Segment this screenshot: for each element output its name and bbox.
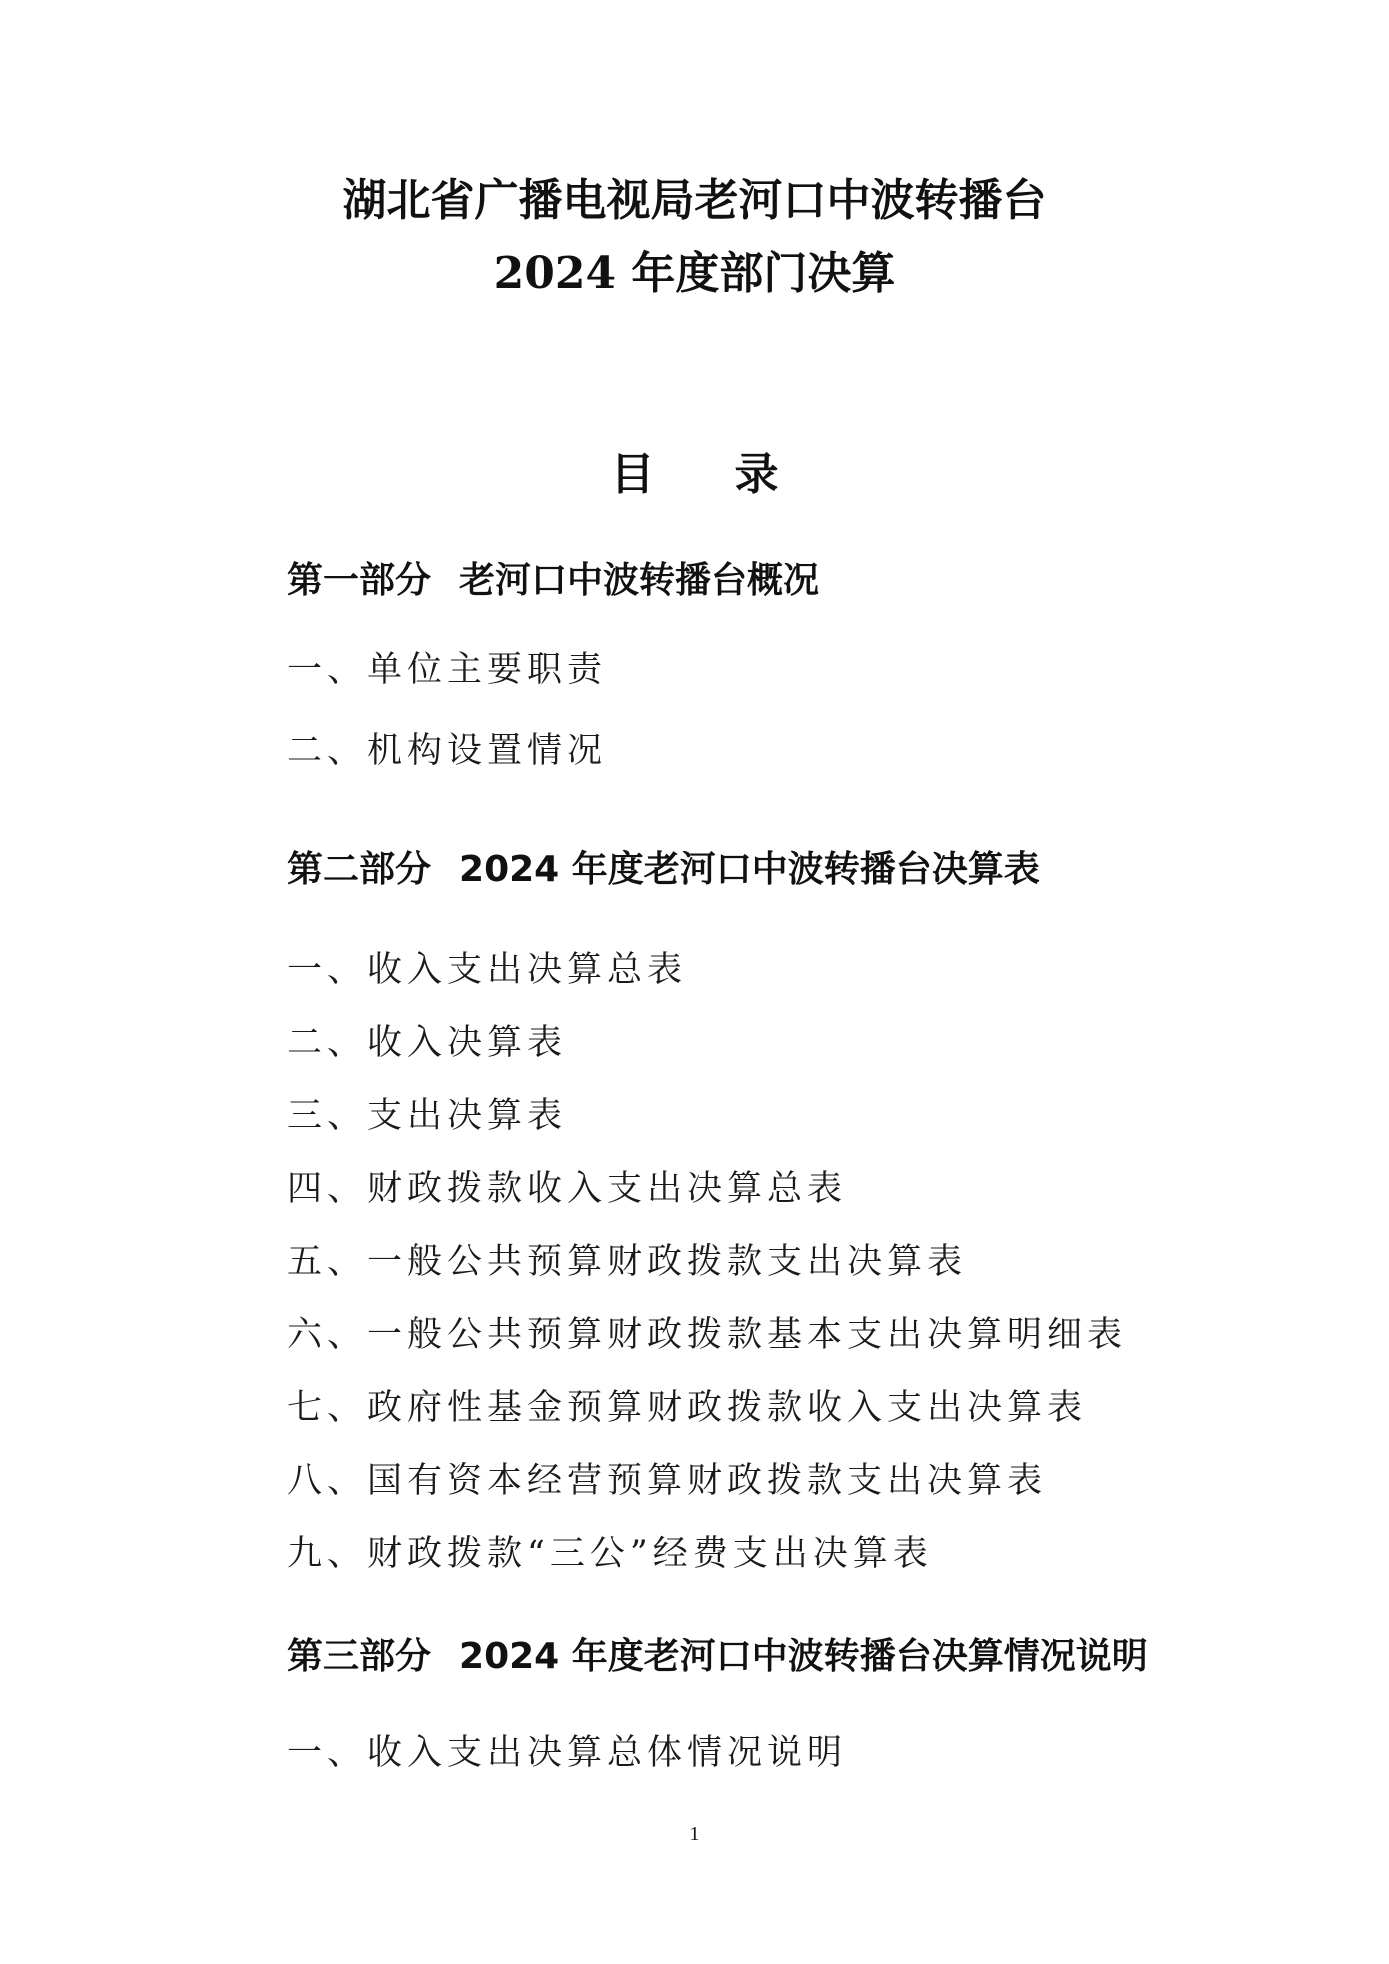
part1-title: 老河口中波转播台概况 (459, 560, 820, 601)
part2-label: 第二部分 (287, 849, 432, 890)
part3-heading (287, 1634, 1148, 1680)
document-title-line1: 湖北省广播电视局老河口中波转播台 (342, 175, 1047, 226)
toc-item: 九、财政拨款“三公”经费支出决算表 (287, 1534, 933, 1574)
toc-item: 七、政府性基金预算财政拨款收入支出决算表 (287, 1388, 1088, 1428)
toc-heading-left: 目 (610, 449, 655, 500)
toc-item: 三、支出决算表 (287, 1096, 568, 1136)
toc-item: 四、财政拨款收入支出决算总表 (287, 1169, 848, 1209)
part3-label: 第三部分 (287, 1636, 432, 1677)
toc-item: 五、一般公共预算财政拨款支出决算表 (287, 1242, 968, 1282)
part1-label: 第一部分 (287, 560, 432, 601)
toc-heading-right: 录 (734, 449, 779, 500)
document-title-line2: 2024 年度部门决算 (493, 248, 896, 299)
part2-heading (287, 847, 1040, 893)
toc-item: 二、收入决算表 (287, 1023, 568, 1063)
toc-item: 一、收入支出决算总体情况说明 (287, 1733, 848, 1773)
part3-title: 2024 年度老河口中波转播台决算情况说明 (459, 1636, 1148, 1677)
toc-heading (0, 447, 1389, 503)
toc-item: 六、一般公共预算财政拨款基本支出决算明细表 (287, 1315, 1128, 1355)
toc-item: 一、收入支出决算总表 (287, 950, 688, 990)
page-number: 1 (689, 1823, 700, 1845)
toc-item: 八、国有资本经营预算财政拨款支出决算表 (287, 1461, 1048, 1501)
toc-item: 一、单位主要职责 (287, 650, 608, 690)
part1-heading (287, 558, 819, 604)
part2-title: 2024 年度老河口中波转播台决算表 (459, 849, 1040, 890)
toc-item: 二、机构设置情况 (287, 731, 608, 771)
